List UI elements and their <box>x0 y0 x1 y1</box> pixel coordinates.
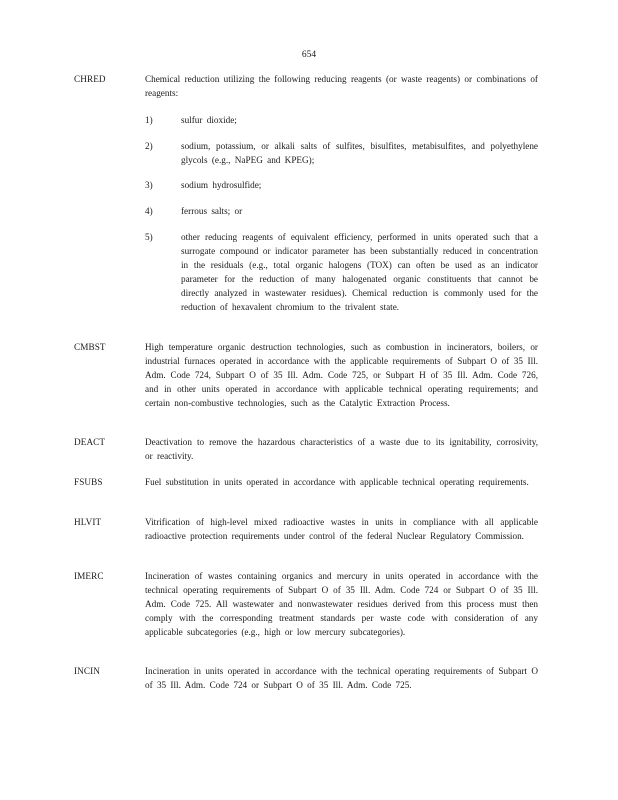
entry-code: CMBST <box>74 342 106 352</box>
entry-description: Incineration of wastes containing organics and mercury in units operated in accordance with the technical operating requirements of Subpart O of 35 Ill. Adm. Code 724 or Subpart O of 35 Ill. Adm. Code 725. All wastewater and nonwastewater residues derived from this process must then comply with the corresponding treatment standards per waste code with consideration of any applicable subcategories (e.g., high or low mercury subcategories). <box>145 571 538 637</box>
entry-description: Incineration in units operated in accordance with the technical operating requirements of Subpart O of 35 Ill. Adm. Code 724 or Subpart O of 35 Ill. Adm. Code 725. <box>145 666 538 690</box>
item-number: 2) <box>145 141 153 151</box>
item-text: ferrous salts; or <box>181 206 243 216</box>
entry-description: Chemical reduction utilizing the following reducing reagents (or waste reagents) or combinations of reagents: <box>145 74 538 98</box>
page-number: 654 <box>301 50 317 60</box>
entry-description: Vitrification of high-level mixed radioactive wastes in units in compliance with all applicable radioactive protection requirements under control of the federal Nuclear Regulatory Commission. <box>145 517 538 541</box>
entry-code: HLVIT <box>74 517 102 527</box>
item-number: 5) <box>145 232 153 242</box>
entry-description: Deactivation to remove the hazardous characteristics of a waste due to its ignitability, corrosivity, or reactivity. <box>145 437 538 461</box>
entry-description: Fuel substitution in units operated in accordance with applicable technical operating requirements. <box>145 477 529 487</box>
entry-code: FSUBS <box>74 477 103 487</box>
item-text: sodium hydrosulfide; <box>181 180 262 190</box>
item-text: sodium, potassium, or alkali salts of sulfites, bisulfites, metabisulfites, and polyethylene glycols (e.g., NaPEG and KPEG); <box>181 141 538 165</box>
item-number: 4) <box>145 206 153 216</box>
item-number: 1) <box>145 115 153 125</box>
item-text: sulfur dioxide; <box>181 115 237 125</box>
item-text: other reducing reagents of equivalent efficiency, performed in units operated such that a surrogate compound or indicator parameter has been substantially reduced in concentration in the residuals (e.g., total organic halogens (TOX) can often be used as an indicator parameter for the reduction of many halogenated organic constituents that cannot be directly analyzed in wastewater residues). Chemical reduction is commonly used for the reduction of hexavalent chromium to the trivalent state. <box>181 232 538 312</box>
entry-description: High temperature organic destruction technologies, such as combustion in incinerators, boilers, or industrial furnaces operated in accordance with the applicable requirements of Subpart O of 35 Ill. Adm. Code 724, Subpart O of 35 Ill. Adm. Code 725, or Subpart H of 35 Ill. Adm. Code 726, and in other units operated in accordance with applicable technical operating requirements; and certain non-combustive technologies, such as the Catalytic Extraction Process. <box>145 342 538 408</box>
item-number: 3) <box>145 180 153 190</box>
entry-code: INCIN <box>74 666 101 676</box>
entry-code: IMERC <box>74 571 104 581</box>
entry-code: CHRED <box>74 74 106 84</box>
entry-code: DEACT <box>74 437 106 447</box>
